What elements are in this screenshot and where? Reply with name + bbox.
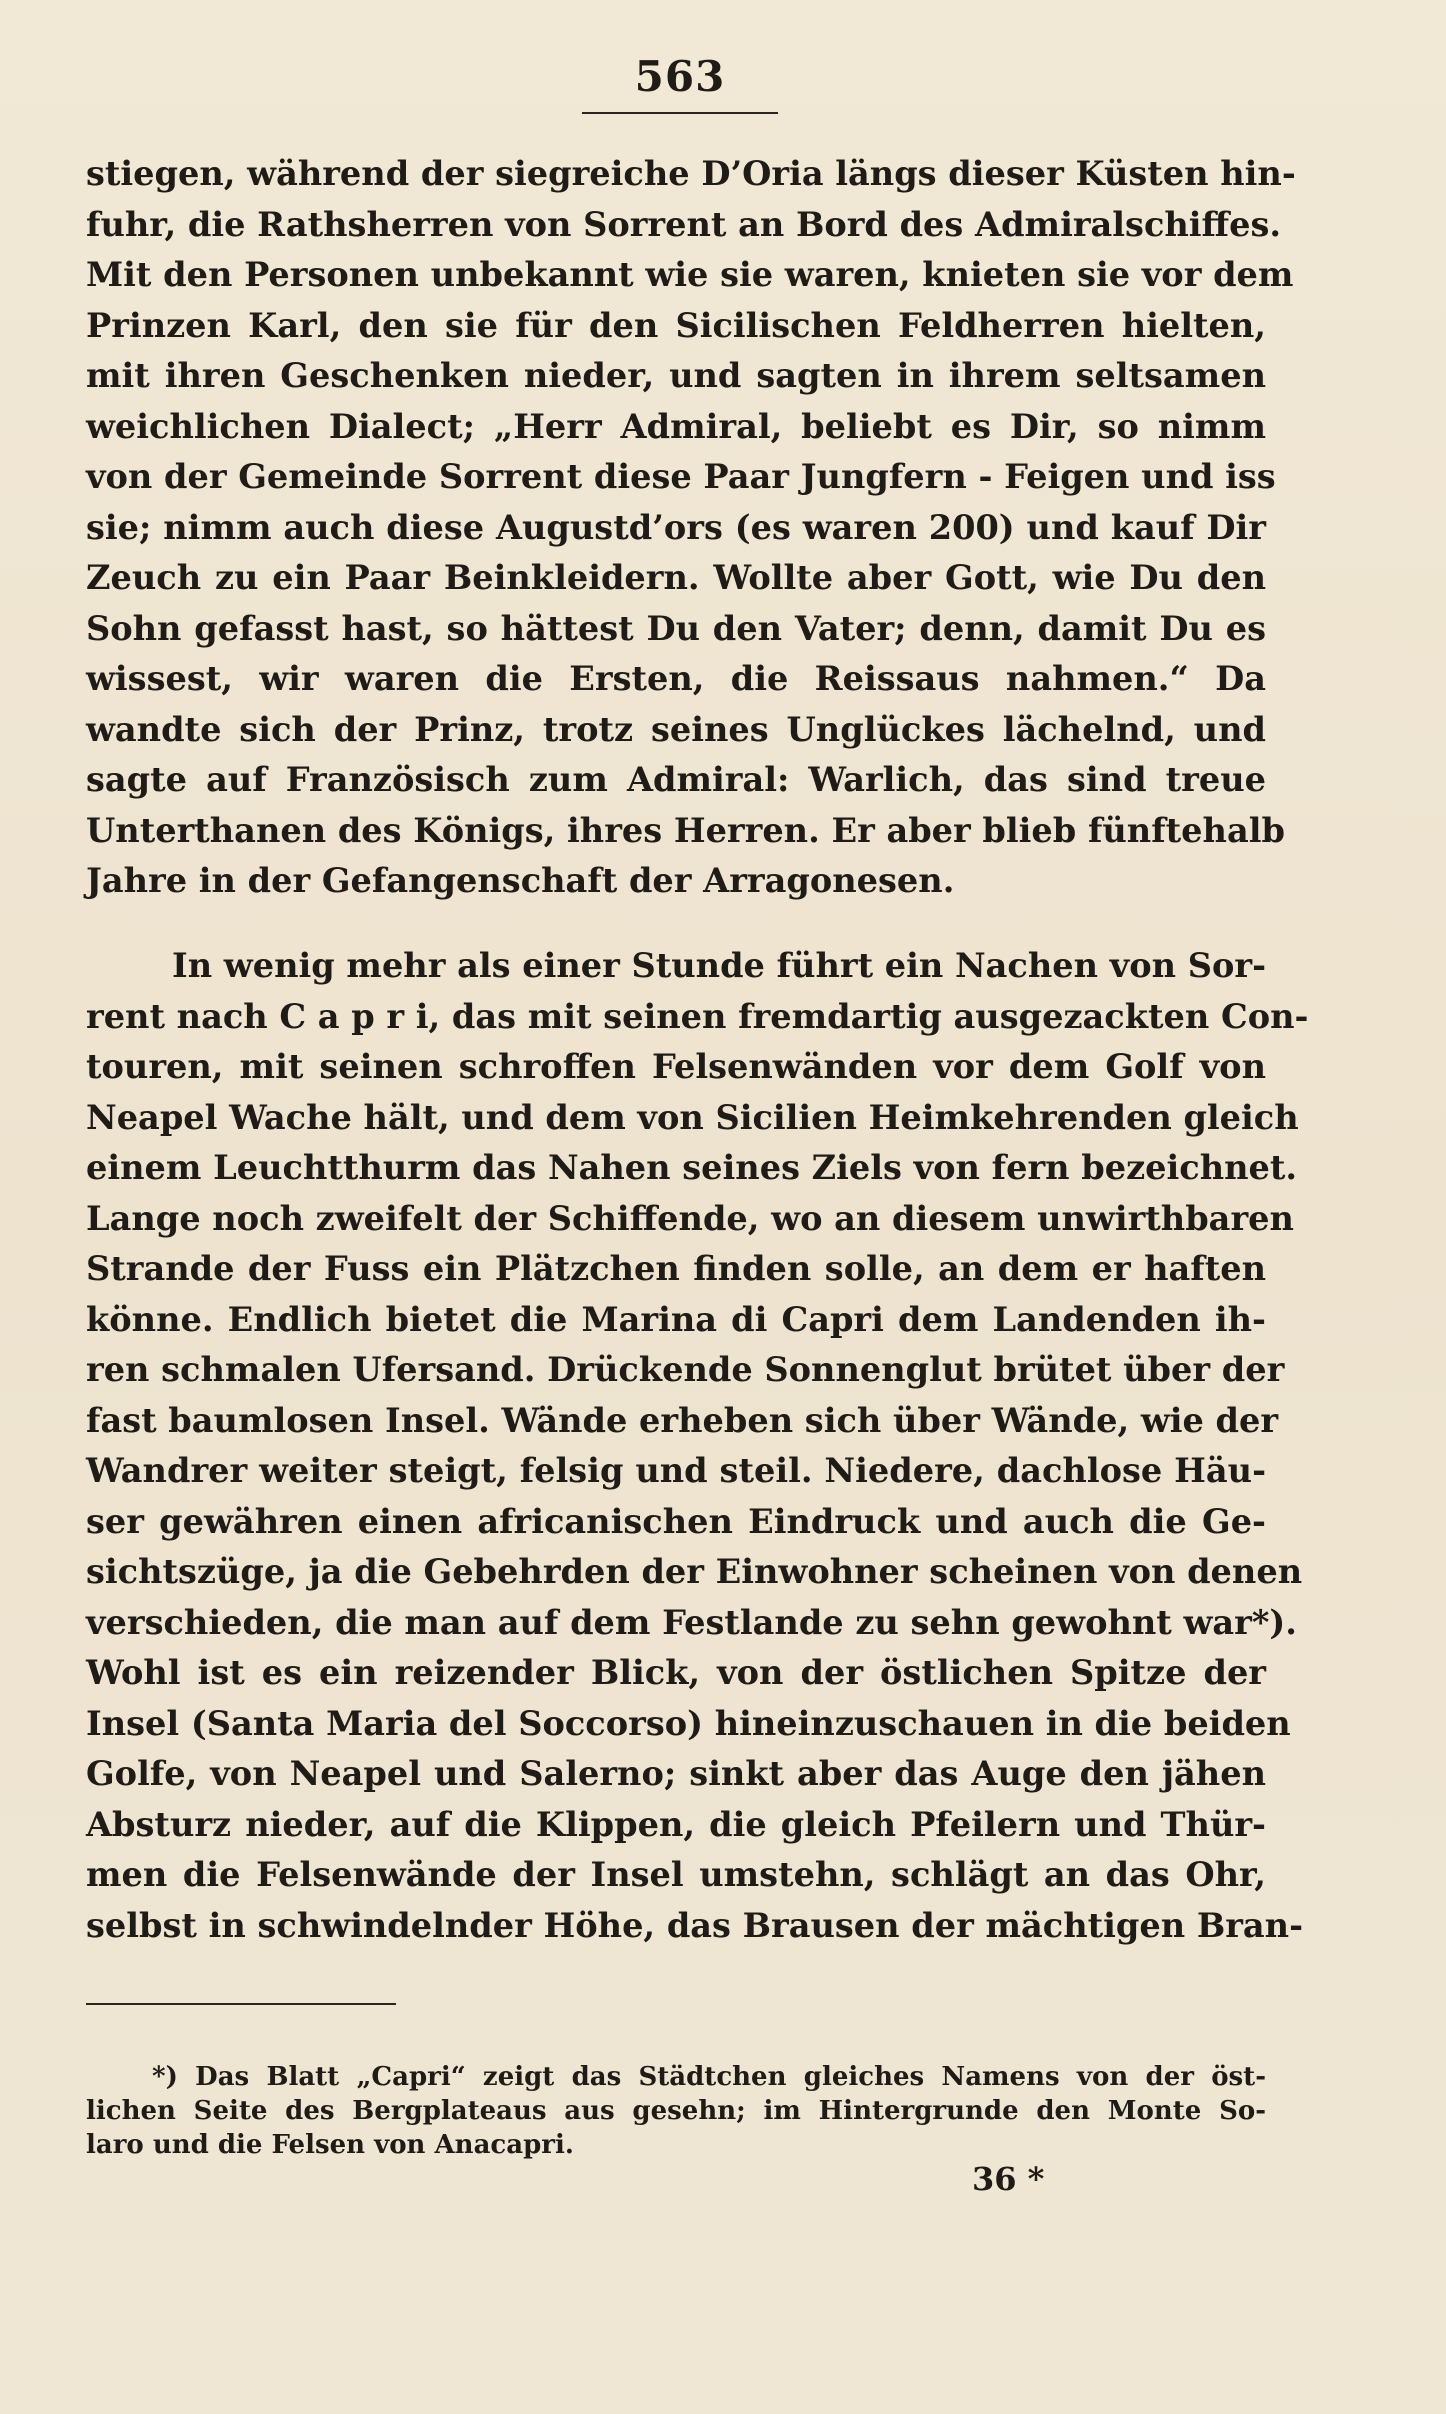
text-line: men die Felsenwände der Insel umstehn, schlägt an das Ohr, <box>86 1854 1266 1894</box>
text-line: selbst in schwindelnder Höhe, das Brausen der mächtigen Bran- <box>86 1904 1304 1945</box>
text-line: Golfe, von Neapel und Salerno; sinkt aber das Auge den jähen <box>86 1753 1266 1793</box>
text-line: Insel (Santa Maria del Soccorso) hineinzuschauen in die beiden <box>86 1702 1291 1743</box>
text-line: touren, mit seinen schroffen Felsenwänden vor dem Golf von <box>86 1046 1266 1086</box>
footnote <box>86 2060 1266 2162</box>
text-line: Jahre in der Gefangenschaft der Arragonesen. <box>86 860 955 900</box>
text-line: Prinzen Karl, den sie für den Sicilischen Feldherren hielten, <box>86 304 1266 345</box>
paragraph-1 <box>86 148 1296 906</box>
text-line: verschieden, die man auf dem Festlande zu sehn gewohnt war*). <box>86 1601 1297 1642</box>
text-line: fast baumlosen Insel. Wände erheben sich über Wände, wie der <box>86 1399 1279 1440</box>
text-line: stiegen, während der siegreiche D’Oria längs dieser Küsten hin- <box>86 153 1296 193</box>
footnote-line: *) Das Blatt „Capri“ zeigt das Städtchen gleiches Namens von der öst- <box>152 2062 1266 2092</box>
text-line: sichtszüge, ja die Gebehrden der Einwohner scheinen von denen <box>86 1551 1303 1591</box>
text-line: Strande der Fuss ein Plätzchen finden solle, an dem er haften <box>86 1248 1266 1288</box>
text-line: wissest, wir waren die Ersten, die Reissaus nahmen.“ Da <box>86 658 1266 698</box>
text-line: ser gewähren einen africanischen Eindruck und auch die Ge- <box>86 1500 1266 1541</box>
footnote-line: lichen Seite des Bergplateaus aus gesehn; im Hintergrunde den Monte So- <box>86 2096 1266 2126</box>
text-line: Wohl ist es ein reizender Blick, von der östlichen Spitze der <box>86 1652 1266 1692</box>
text-line: von der Gemeinde Sorrent diese Paar Jungfern - Feigen und iss <box>86 456 1276 496</box>
text-line: Sohn gefasst hast, so hättest Du den Vater; denn, damit Du es <box>86 607 1266 648</box>
page-number: 563 <box>634 52 726 101</box>
text-line: fuhr, die Rathsherren von Sorrent an Bord des Admiralschiffes. <box>86 203 1282 244</box>
text-line: weichlichen Dialect; „Herr Admiral, beliebt es Dir, so nimm <box>86 405 1266 446</box>
text-line: In wenig mehr als einer Stunde führt ein Nachen von Sor- <box>172 945 1267 985</box>
text-line: Wandrer weiter steigt, felsig und steil. Niedere, dachlose Häu- <box>86 1450 1266 1490</box>
text-line: sie; nimm auch diese Augustd’ors (es waren 200) und kauf Dir <box>86 506 1266 547</box>
text-line: Mit den Personen unbekannt wie sie waren, knieten sie vor dem <box>86 254 1294 294</box>
text-line: Absturz nieder, auf die Klippen, die gleich Pfeilern und Thür- <box>86 1803 1266 1844</box>
text-line: rent nach C a p r i, das mit seinen fremdartig ausgezackten Con- <box>86 995 1309 1036</box>
text-line: ren schmalen Ufersand. Drückende Sonnenglut brütet über der <box>86 1349 1285 1389</box>
text-line: könne. Endlich bietet die Marina di Capri dem Landenden ih- <box>86 1298 1266 1339</box>
text-line: Lange noch zweifelt der Schiffende, wo an diesem unwirthbaren <box>86 1197 1294 1238</box>
footnote-rule <box>86 2003 396 2005</box>
text-line: einem Leuchtthurm das Nahen seines Ziels von fern bezeichnet. <box>86 1147 1298 1187</box>
text-line: wandte sich der Prinz, trotz seines Unglückes lächelnd, und <box>86 708 1266 749</box>
paragraph-2 <box>86 940 1309 1950</box>
text-line: sagte auf Französisch zum Admiral: Warlich, das sind treue <box>86 759 1266 799</box>
footnote-line: laro und die Felsen von Anacapri. <box>86 2130 574 2160</box>
text-line: Zeuch zu ein Paar Beinkleidern. Wollte aber Gott, wie Du den <box>86 557 1266 597</box>
signature-mark: 36 * <box>972 2160 1045 2198</box>
header-rule <box>582 112 778 114</box>
text-line: Unterthanen des Königs, ihres Herren. Er aber blieb fünftehalb <box>86 809 1285 850</box>
text-line: mit ihren Geschenken nieder, und sagten in ihrem seltsamen <box>86 355 1266 395</box>
text-line: Neapel Wache hält, und dem von Sicilien Heimkehrenden gleich <box>86 1096 1299 1137</box>
